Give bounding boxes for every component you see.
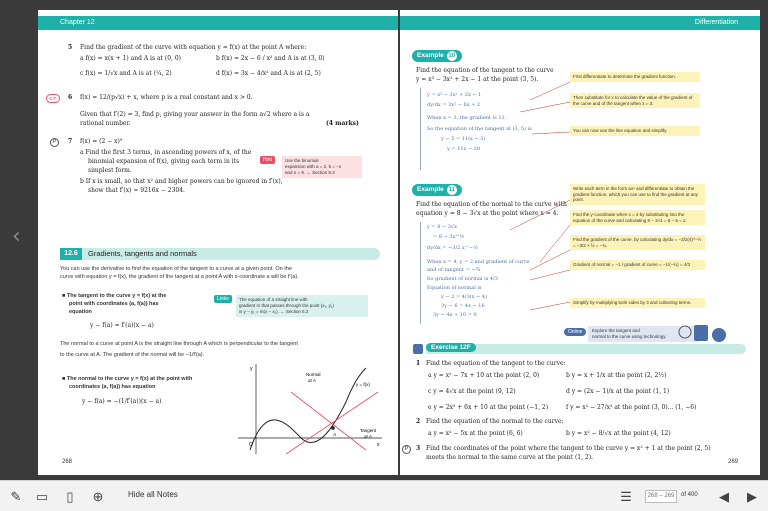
ex11-work-line7: Equation of normal is [427, 285, 482, 291]
example-10-badge [412, 50, 462, 62]
normal-rule-text1: The normal to the curve y = f(x) at the point with [66, 376, 193, 382]
ex11-note2: Find the y-coordinate when x = 4 by substituting into the equation of the curve and calculating 8 − 3√4 = 8 − 6 = 2. [570, 210, 705, 225]
e2-number: 2 [416, 418, 421, 425]
q6-number: 6 [68, 94, 73, 101]
q5-number: 5 [68, 44, 73, 51]
links-tag: Links [214, 295, 232, 303]
normal-formula: y − f(a) = −(1/f′(a))(x − a) [82, 398, 162, 405]
ex10-question-line1: Find the equation of the tangent to the curve [416, 67, 554, 74]
graph-normal-line [291, 392, 366, 450]
pencil-icon[interactable]: ✎ [10, 489, 22, 504]
ex11-work-line1: y = 8 − 3√x [427, 224, 457, 230]
e2-text: Find the equation of the normal to the curve: [426, 418, 564, 425]
online-line2: normal to the curve using technology. [592, 334, 667, 339]
tangent-rule-line1: ■ The tangent to the curve y = f(x) at the [62, 293, 167, 299]
graph-normal-label: Normal [306, 372, 321, 377]
q6-line2: Given that f′(2) = 3, find p, giving your answer in the form a√2 where a is a [80, 111, 310, 118]
page-icon[interactable]: ▯ [66, 489, 74, 504]
normal-rule-line2: coordinates (a, f(a)) has equation [69, 384, 156, 390]
ex11-note4: Gradient of normal = −1 / gradient of curve = −1/(−¾) = 4/3 [570, 260, 705, 270]
ex10-work-line3: When x = 3, the gradient is 11. [427, 115, 507, 121]
ex10-work-line4: So the equation of the tangent at (3, 5) is [427, 126, 532, 132]
q7-number: 7 [68, 138, 73, 145]
tangent-normal-graph [236, 362, 386, 457]
e3-number: 3 [416, 445, 421, 452]
calculator-icon [694, 325, 708, 341]
hint-box [282, 156, 362, 178]
section-title: Gradients, tangents and normals [88, 249, 197, 258]
q7-line1: f(x) = (2 − x)⁹ [80, 138, 123, 145]
ex11-question-line1: Find the equation of the normal to the curve with [416, 201, 567, 208]
e1-part-f: f y = x² − 27/x² at the point (3, 0)... (1, −6) [566, 404, 697, 411]
links-line1: The equation of a straight line with [239, 297, 308, 302]
q7-a3: simplest form. [88, 167, 132, 174]
q6-line3: rational number. [80, 120, 131, 127]
page-range-input[interactable]: 268 – 269 [645, 490, 677, 503]
hide-all-notes-button[interactable]: Hide all Notes [128, 490, 178, 499]
e2-part-b: b y = x² − 8/√x at the point (4, 12) [566, 430, 671, 437]
graph-a-label: A [333, 432, 337, 437]
previous-page-arrow-icon[interactable]: ‹ [12, 224, 21, 249]
q5-part-a: a f(x) = x(x + 1) and A is at (0, 0) [80, 55, 181, 62]
ex11-connector-lines [460, 190, 580, 320]
hint-line2: expansion with a = 2, b = −x [285, 164, 342, 169]
ex11-work-line10: 3y − 4x + 10 = 0 [433, 312, 477, 318]
graph-x-label: x [377, 442, 380, 448]
hint-tag: Hint [260, 156, 275, 164]
graph-y-label: y [250, 366, 253, 372]
intro-line1: You can use the derivative to find the equation of the tangent to a curve at a given point. On the [60, 266, 292, 272]
ex10-note1: First differentiate to determine the gradient function. [570, 72, 700, 82]
normal-definition-line2: to the curve at A. The gradient of the normal will be −1/f′(a). [60, 352, 205, 358]
chapter-header: Chapter 12 [38, 16, 398, 30]
ex11-work-line9: 3y − 6 = 4x − 16 [441, 303, 485, 309]
q5-part-d: d f(x) = 3x − 4/x² and A is at (2, 5) [216, 70, 321, 77]
section-number: 12.6 [60, 248, 82, 260]
q7-b2: show that f′(x) ≈ 9216x − 2304. [88, 187, 185, 194]
graph-tangent-label: Tangent [360, 428, 377, 433]
right-page-number: 269 [727, 459, 738, 465]
exercise-code: 12F [459, 344, 471, 351]
technology-icons[interactable] [678, 323, 730, 345]
links-line2: gradient m that passes through the point (x₁, y₁) [239, 303, 334, 308]
problem-solving-badge: P [50, 138, 59, 147]
ex11-work-line6: So gradient of normal is 4/3 [427, 276, 498, 282]
right-page [400, 10, 760, 475]
q7-b1: b If x is small, so that x² and higher powers can be ignored in f′(x), [80, 178, 283, 185]
graph-curve-label: y = f(x) [356, 382, 370, 387]
ex11-note3: Find the gradient of the curve, by calculating dy/dx = −3/2(4)^−½ = −3/2 × ½ = −¾. [570, 235, 705, 250]
ex11-note1: Write each term in the form axⁿ and differentiate to obtain the gradient function, which you can use to find the gradient at any point. [570, 184, 705, 205]
q5-part-c: c f(x) = 1/√x and A is at (¼, 2) [80, 70, 172, 77]
exercise-book-icon [412, 343, 424, 355]
q7-a1: a Find the first 3 terms, in ascending powers of x, of the [80, 149, 252, 156]
graph-point-a [331, 426, 335, 430]
normal-definition-line1: The normal to a curve at point A is the straight line through A which is perpendicular to the tangent [60, 341, 298, 347]
ex11-note5: Simplify by multiplying both sides by 3 and collecting terms. [570, 298, 705, 308]
online-line1: Explore the tangent and [592, 328, 640, 333]
intro-line2: curve with equation y = f(x), the gradient of the tangent at a point A with x-coordinate a will be f′(a). [60, 274, 299, 280]
graph-normal-at-label: at A [308, 378, 316, 383]
e1-number: 1 [416, 360, 421, 367]
graph-tangent-at-label: at A [364, 434, 372, 439]
contents-list-icon[interactable]: ☰ [620, 489, 632, 504]
ex10-work-line5: y − 5 = 11(x − 3) [441, 136, 486, 142]
hint-line1: Use the binomial [285, 158, 319, 163]
tangent-rule-line2: point with coordinates (a, f(a)) has [69, 301, 159, 307]
ex11-work-line3: dy/dx = −3/2 x^−½ [427, 245, 478, 251]
example-11-label: Example [417, 186, 444, 193]
q5-part-b: b f(x) = 2x − 6 / x² and A is at (3, 0) [216, 55, 325, 62]
zoom-in-icon[interactable]: ⊕ [92, 489, 104, 504]
normal-rule-line1: ■ The normal to the curve y = f(x) at the point with [62, 376, 193, 382]
ex10-connector-lines [460, 70, 580, 150]
previous-page-button-icon[interactable]: ◀ [719, 489, 729, 504]
ex10-work-line2: dy/dx = 3x² − 6x + 2 [427, 102, 481, 108]
exercise-badge [426, 343, 476, 352]
graph-origin-label: O [249, 442, 253, 448]
ex11-work-line2: = 8 − 3x^½ [433, 234, 465, 240]
note-icon[interactable]: ▭ [35, 489, 49, 504]
left-page [38, 10, 398, 475]
example-10-number: 10 [448, 53, 456, 59]
exercise-label: Exercise [431, 344, 458, 351]
bottom-toolbar [0, 480, 768, 511]
e3-problem-badge: P [402, 445, 411, 454]
ex10-question-line2: y = x³ − 3x² + 2x − 1 at the point (3, 5). [416, 76, 539, 83]
ex11-work-line8: y − 2 = 4/3(x − 4) [441, 294, 488, 300]
e1-part-e: e y = 2x³ + 6x + 10 at the point (−1, 2) [428, 404, 549, 411]
tangent-rule-text1: The tangent to the curve y = f(x) at the [66, 293, 167, 299]
online-tag[interactable]: Online [564, 328, 586, 336]
q7-a2: binomial expansion of f(x), giving each term in its [88, 158, 240, 165]
ex11-question-line2: equation y = 8 − 3√x at the point where x = 4. [416, 210, 559, 217]
links-box [236, 295, 368, 317]
example-11-number: 11 [448, 187, 455, 193]
q6-marks: (4 marks) [326, 120, 359, 127]
ex11-work-line5: and of tangent = −¾ [427, 267, 481, 273]
ex10-note3: You can now use the line equation and simplify. [570, 126, 700, 136]
graph-tangent-line [286, 392, 378, 454]
ep-badge: E/P [46, 94, 60, 103]
e2-part-a: a y = x² − 5x at the point (6, 6) [428, 430, 523, 437]
e1-text: Find the equation of the tangent to the curve: [426, 360, 566, 367]
tangent-formula: y − f(a) = f′(a)(x − a) [90, 322, 154, 329]
links-line3: is y − y₁ = m(x − x₁). ← Section 5.2 [239, 309, 309, 314]
ex11-work-line4: When x = 4, y = 2 and gradient of curve [427, 259, 530, 265]
next-page-button-icon[interactable]: ▶ [747, 489, 757, 504]
link-icon [712, 328, 726, 342]
e3-line2: meets the normal to the same curve at the point (1, 2). [426, 454, 593, 461]
e1-part-d: d y = (2x − 1)/x at the point (1, 1) [566, 388, 670, 395]
left-page-number: 268 [62, 459, 73, 465]
example-10-label: Example [417, 52, 444, 59]
e3-line1: Find the coordinates of the point where the tangent to the curve y = x² + 1 at the point (2, 5) [426, 445, 711, 452]
ex10-work-line6: y = 11x − 28 [447, 146, 481, 152]
total-pages: of 400 [681, 492, 698, 498]
gear-icon [679, 326, 691, 338]
e1-part-c: c y = 4√x at the point (9, 12) [428, 388, 516, 395]
e1-part-a: a y = x² − 7x + 10 at the point (2, 0) [428, 372, 540, 379]
q6-line1: f(x) = 12/(p√x) + x, where p is a real constant and x > 0. [80, 94, 253, 101]
e1-part-b: b y = x + 1/x at the point (2, 2½) [566, 372, 667, 379]
example-11-badge [412, 184, 462, 196]
ex10-work-line1: y = x³ − 3x² + 2x − 1 [427, 92, 482, 98]
tangent-rule-line3: equation [69, 309, 92, 315]
q5-text: Find the gradient of the curve with equation y = f(x) at the point A where: [80, 44, 307, 51]
ex10-note2: Then substitute for x to calculate the value of the gradient of the curve and of the tangent when x = 3. [570, 93, 700, 108]
topic-header: Differentiation [400, 16, 760, 30]
hint-line3: and n = 9. ← Section 8.3 [285, 170, 335, 175]
